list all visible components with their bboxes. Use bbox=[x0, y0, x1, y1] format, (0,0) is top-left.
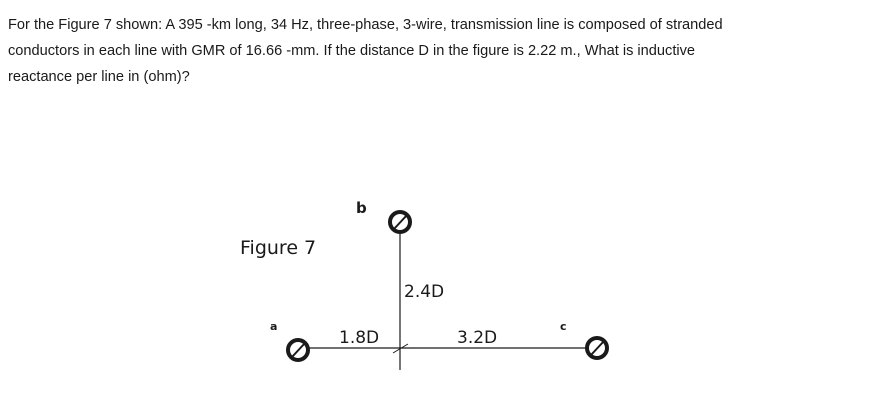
conductor-a-icon bbox=[288, 340, 308, 360]
conductor-b-label: b bbox=[356, 199, 367, 217]
conductor-a-label: a bbox=[270, 320, 278, 333]
dimension-vertical: 2.4D bbox=[404, 282, 445, 302]
conductor-c-icon bbox=[587, 338, 607, 358]
figure-title: Figure 7 bbox=[240, 237, 317, 259]
dimension-right: 3.2D bbox=[457, 328, 498, 348]
conductor-b-icon bbox=[390, 212, 410, 232]
question-line-3: reactance per line in (ohm)? bbox=[8, 69, 190, 85]
question-line-2: conductors in each line with GMR of 16.66 -mm. If the distance D in the figure is 2.22 m., What is inductive bbox=[8, 43, 696, 59]
conductor-c-label: c bbox=[560, 320, 567, 333]
dimension-left: 1.8D bbox=[339, 328, 380, 348]
question-line-1: For the Figure 7 shown: A 395 -km long, 34 Hz, three-phase, 3-wire, transmission line is composed of stranded bbox=[8, 17, 723, 33]
